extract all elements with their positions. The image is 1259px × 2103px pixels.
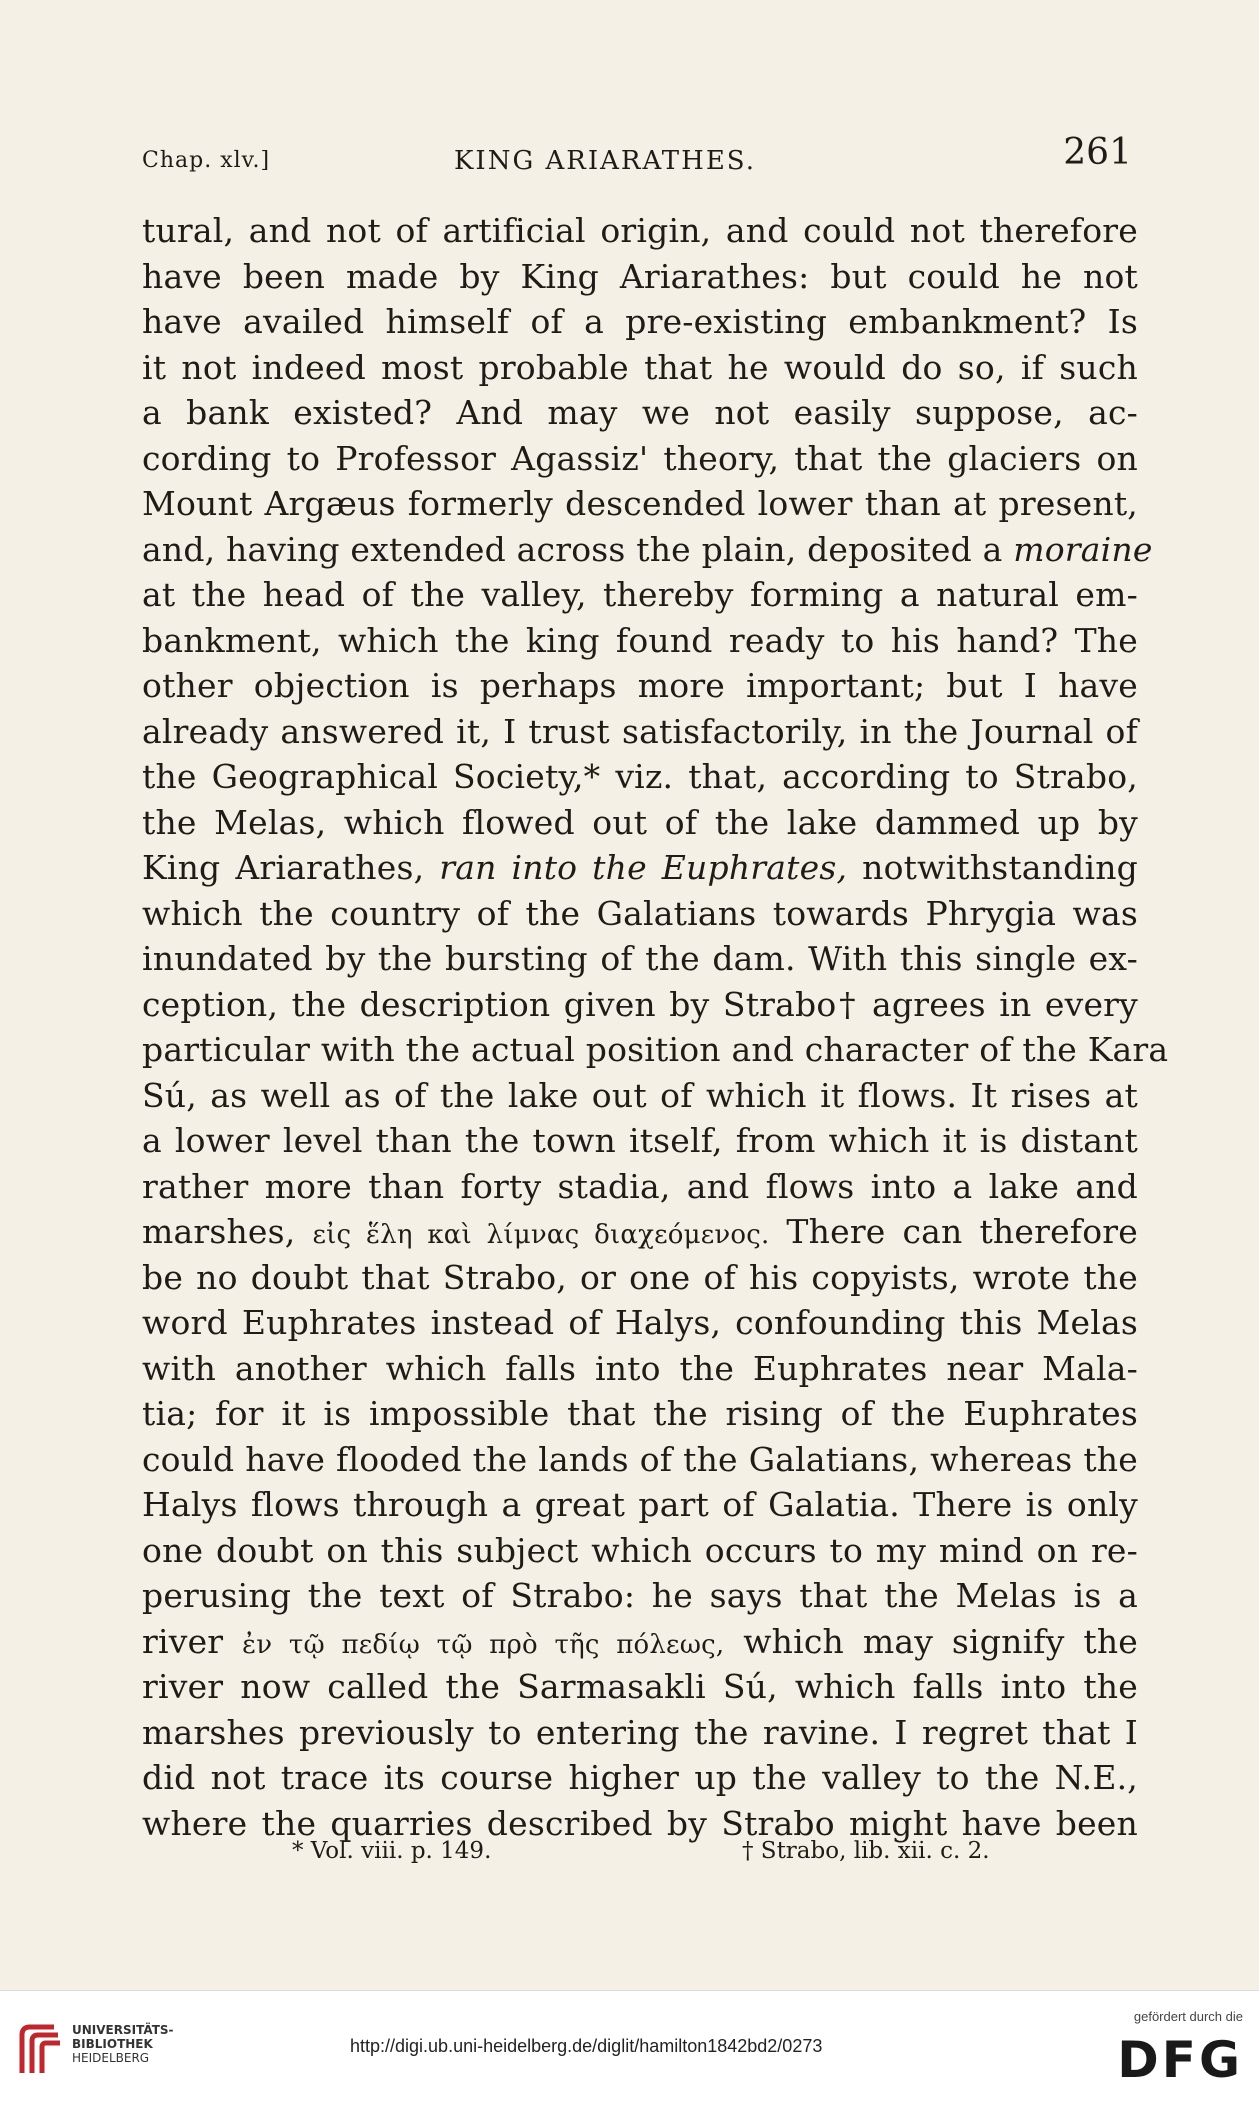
- text-segment: which may signify the: [743, 1621, 1139, 1661]
- text-line: word Euphrates instead of Halys, confounding this Melas: [142, 1303, 1138, 1342]
- italic-moraine: moraine: [1013, 529, 1153, 569]
- page-number: 261: [1063, 132, 1132, 173]
- text-line: have been made by King Ariarathes: but could he not: [142, 256, 1138, 296]
- text-line: could have flooded the lands of the Galatians, whereas the: [142, 1439, 1138, 1479]
- footnote-1: * Vol. viii. p. 149.: [292, 1838, 492, 1864]
- text-line: cording to Professor Agassiz' theory, that the glaciers on: [142, 438, 1138, 478]
- text-line: tia; for it is impossible that the rising of the Euphrates: [142, 1394, 1138, 1433]
- text-line: did not trace its course higher up the valley to the N.E.,: [142, 1758, 1138, 1797]
- text-segment: There can therefore: [786, 1212, 1138, 1251]
- text-line: inundated by the bursting of the dam. With this single ex-: [142, 939, 1138, 978]
- chapter-label: Chap. xlv.]: [142, 148, 271, 173]
- text-line: with another which falls into the Euphrates near Mala-: [142, 1348, 1138, 1388]
- text-segment: river: [142, 1621, 224, 1661]
- sponsor-label: gefördert durch die: [1133, 2009, 1243, 2024]
- text-line: be no doubt that Strabo, or one of his copyists, wrote the: [142, 1257, 1138, 1297]
- italic-ran-into: ran into the Euphrates,: [439, 848, 848, 887]
- text-line: one doubt on this subject which occurs to my mind on re-: [142, 1530, 1138, 1570]
- permalink[interactable]: http://digi.ub.uni-heidelberg.de/diglit/hamilton1842bd2/0273: [350, 2036, 823, 2056]
- text-line: [142, 1619, 1138, 1665]
- footnotes: [142, 1838, 1138, 1878]
- text-segment: marshes,: [142, 1212, 296, 1251]
- greek-quote: εἰς ἕλη καὶ λίμνας διαχεόμενος.: [312, 1220, 770, 1250]
- text-line: perusing the text of Strabo: he says that the Melas is a: [142, 1576, 1138, 1615]
- text-line: [142, 845, 1138, 891]
- text-line: which the country of the Galatians towards Phrygia was: [142, 893, 1138, 933]
- library-logo-icon: [14, 2021, 66, 2081]
- library-name-line: BIBLIOTHEK: [72, 2037, 153, 2051]
- text-line: [142, 1209, 1138, 1255]
- page-title: KING ARIARATHES.: [454, 146, 756, 176]
- body-text: [142, 208, 1169, 1846]
- text-line: tural, and not of artificial origin, and could not therefore: [142, 211, 1138, 250]
- text-segment: King Ariarathes,: [142, 848, 425, 887]
- text-segment: and, having extended across the plain, deposited a: [142, 529, 1003, 569]
- text-line: ception, the description given by Strabo† agrees in every: [142, 984, 1138, 1024]
- text-line: rather more than forty stadia, and flows into a lake and: [142, 1166, 1138, 1206]
- text-line: Sú, as well as of the lake out of which it flows. It rises at: [142, 1075, 1138, 1115]
- library-name-line: HEIDELBERG: [72, 2051, 150, 2065]
- footnote-2: † Strabo, lib. xii. c. 2.: [742, 1838, 990, 1864]
- text-line: particular with the actual position and character of the Kara: [142, 1030, 1169, 1069]
- text-line: have availed himself of a pre-existing embankment? Is: [142, 302, 1138, 341]
- library-name: [72, 2023, 174, 2065]
- text-line: where the quarries described by Strabo might have been: [142, 1803, 1138, 1843]
- text-line: it not indeed most probable that he would do so, if such: [142, 347, 1138, 387]
- running-head: [142, 132, 1132, 182]
- text-line: other objection is perhaps more important; but I have: [142, 666, 1138, 705]
- text-line: river now called the Sarmasakli Sú, which falls into the: [142, 1667, 1138, 1706]
- text-line: [142, 527, 1153, 573]
- text-line: at the head of the valley, thereby forming a natural em-: [142, 575, 1138, 614]
- text-line: marshes previously to entering the ravine. I regret that I: [142, 1712, 1138, 1752]
- text-line: a lower level than the town itself, from which it is distant: [142, 1121, 1138, 1160]
- text-line: a bank existed? And may we not easily suppose, ac-: [142, 393, 1138, 432]
- text-line: bankment, which the king found ready to his hand? The: [142, 620, 1138, 660]
- text-line: the Geographical Society,* viz. that, according to Strabo,: [142, 757, 1138, 796]
- text-line: the Melas, which flowed out of the lake dammed up by: [142, 802, 1138, 842]
- library-name-line: UNIVERSITÄTS-: [72, 2023, 174, 2037]
- text-line: Halys flows through a great part of Galatia. There is only: [142, 1485, 1138, 1524]
- text-line: Mount Argæus formerly descended lower than at present,: [142, 484, 1138, 523]
- dfg-logo: DFG: [1117, 2031, 1243, 2089]
- library-footer: [0, 1990, 1259, 2103]
- greek-quote: ἐν τῷ πεδίῳ τῷ πρὸ τῆς πόλεως,: [242, 1629, 725, 1660]
- text-segment: notwithstanding: [862, 848, 1138, 887]
- text-line: already answered it, I trust satisfactorily, in the Journal of: [142, 711, 1138, 751]
